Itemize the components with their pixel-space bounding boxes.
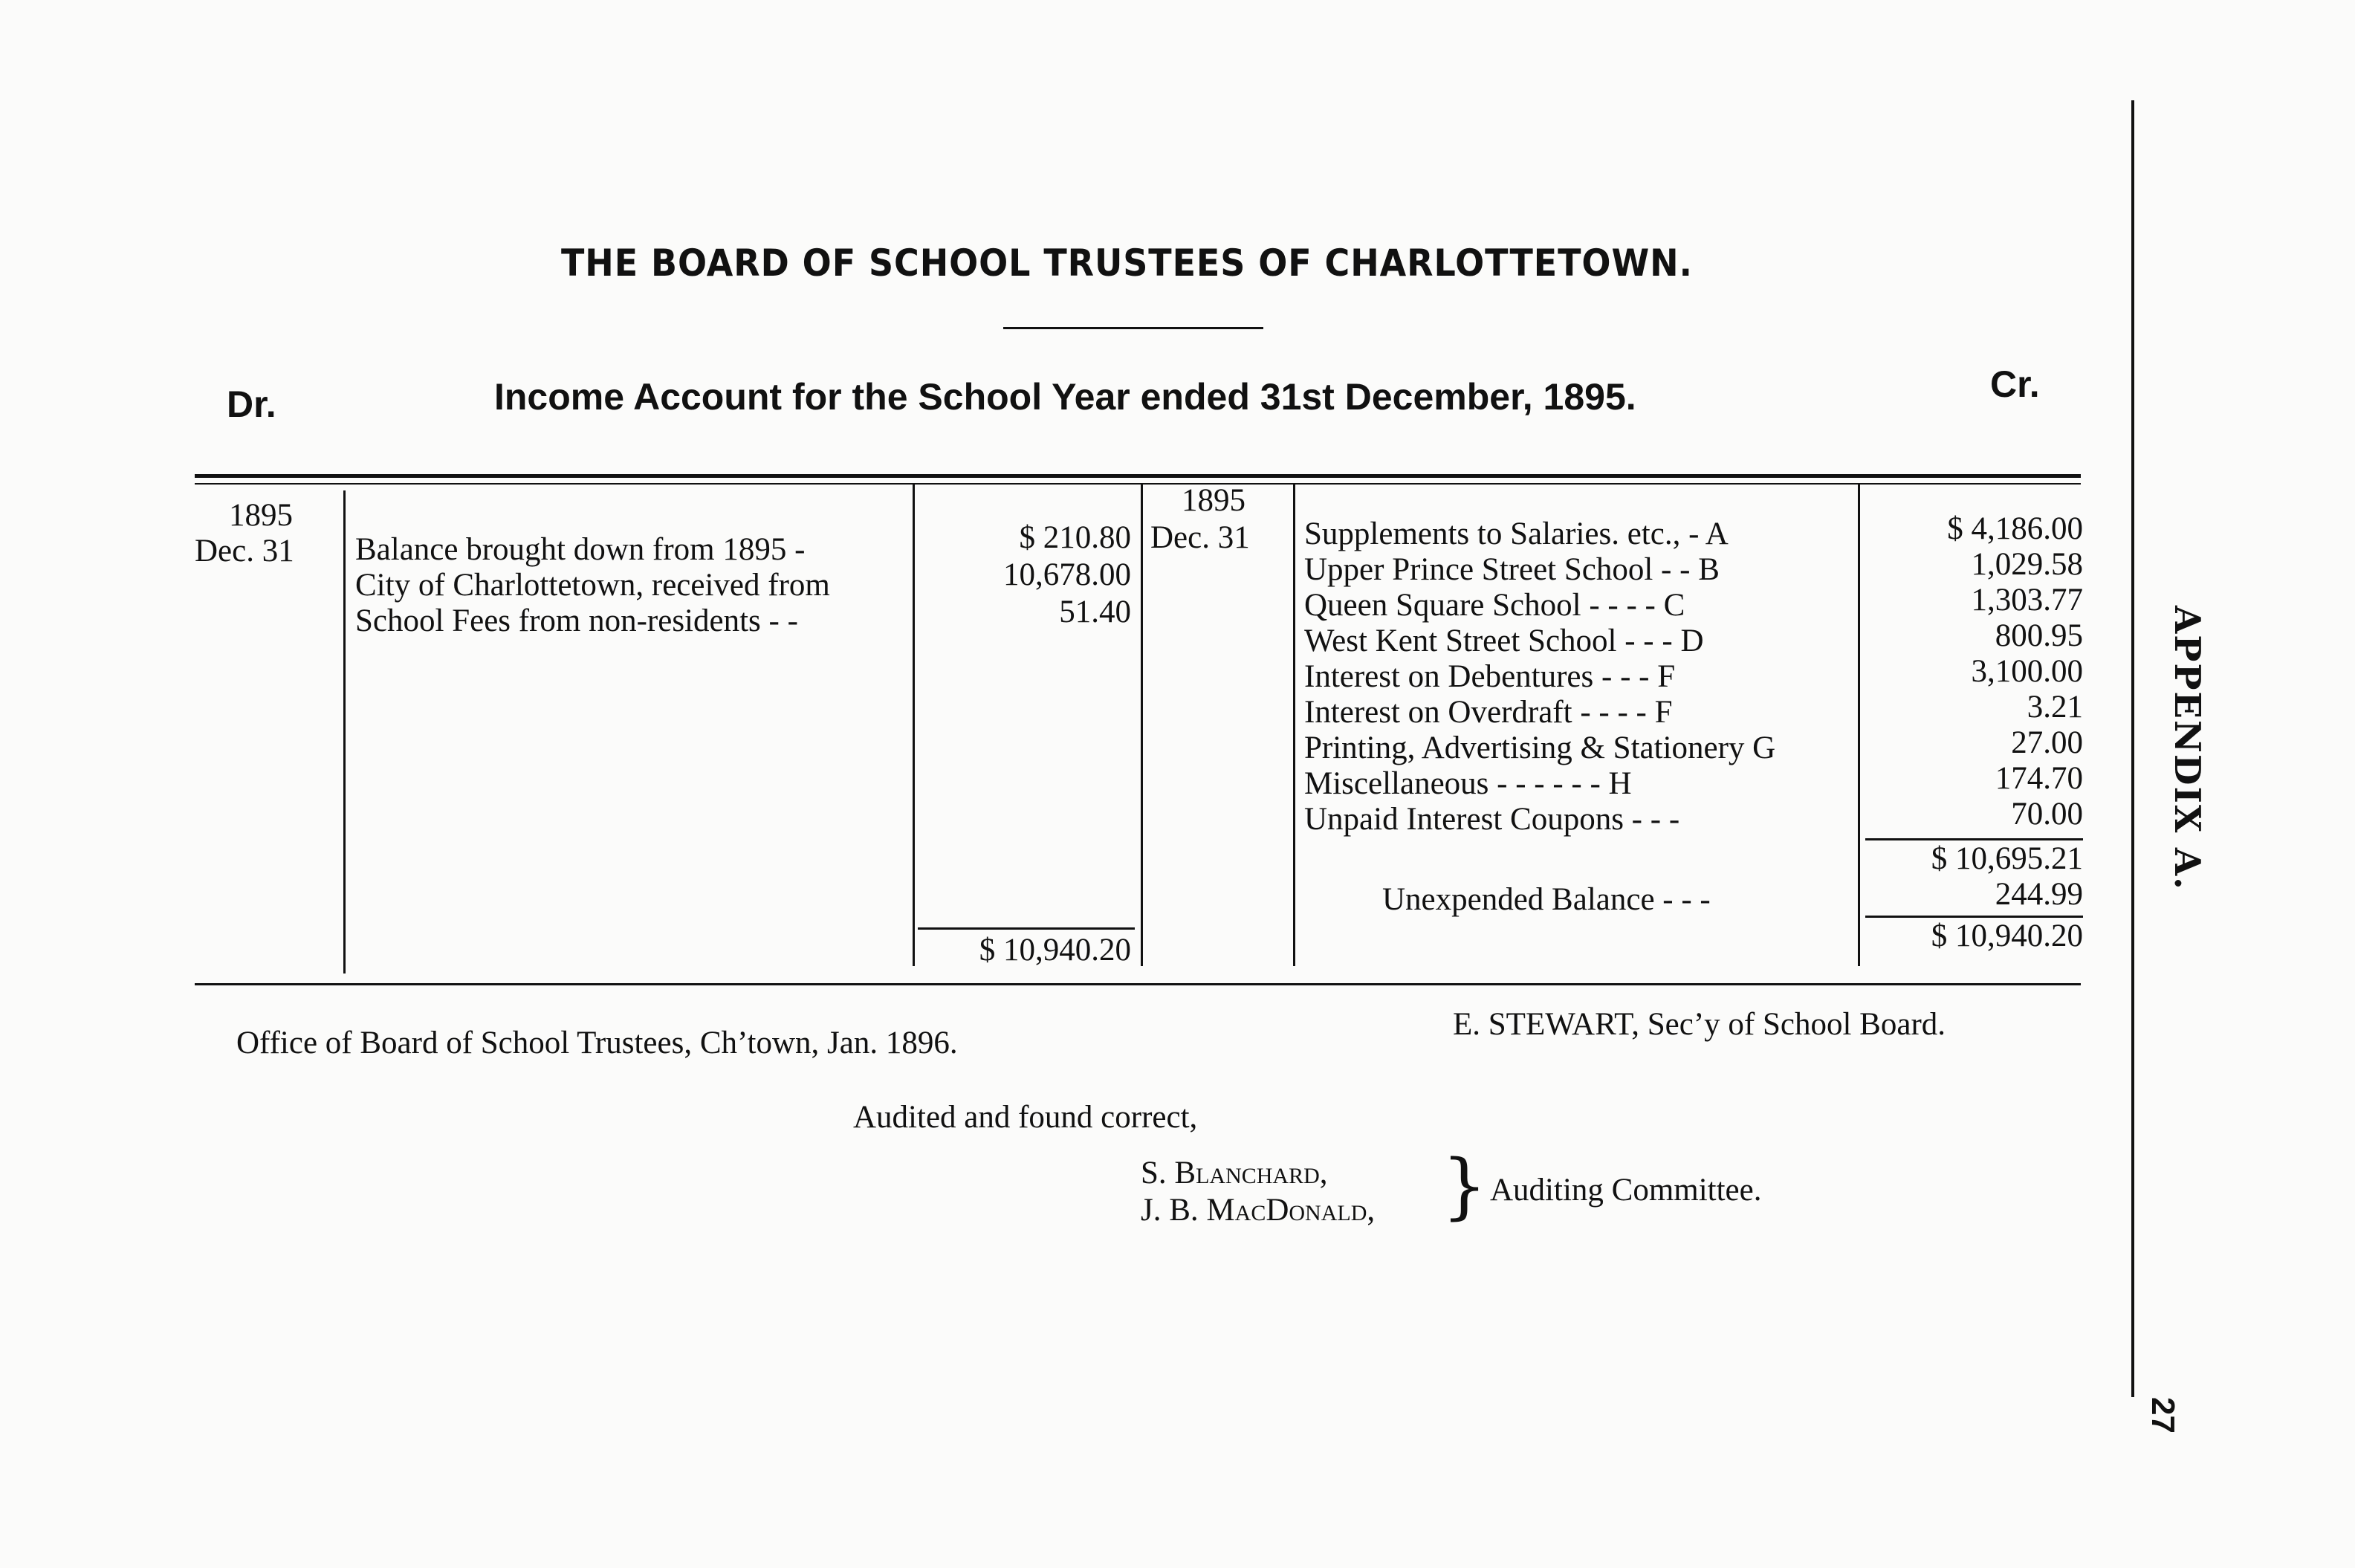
credit-item-4: West Kent Street School - - - D (1304, 623, 1704, 658)
credit-item-5: Interest on Debentures - - - F (1304, 659, 1676, 694)
credit-item-1: Supplements to Salaries. etc., - A (1304, 516, 1729, 551)
table-top-rule-1 (195, 474, 2081, 478)
credit-subtotal-rule (1865, 838, 2083, 840)
credit-amount-7: 27.00 (2011, 725, 2083, 760)
credit-total-rule (1865, 916, 2083, 918)
credit-total: $ 10,940.20 (1931, 919, 2083, 953)
debit-amount-2: 10,678.00 (1003, 557, 1131, 592)
cr-label: Cr. (1990, 363, 2040, 405)
auditing-committee: Auditing Committee. (1490, 1173, 1762, 1208)
credit-amount-2: 1,029.58 (1971, 547, 2083, 582)
col-sep-center (1141, 483, 1143, 966)
credit-item-3: Queen Square School - - - - C (1304, 588, 1685, 623)
credit-amount-6: 3.21 (2027, 690, 2083, 725)
margin-rule (2131, 100, 2134, 1397)
col-sep-debit-amount (913, 483, 915, 966)
debit-date: Dec. 31 (195, 534, 294, 568)
credit-date: Dec. 31 (1150, 520, 1250, 555)
debit-item-3: School Fees from non-residents - - (355, 603, 798, 638)
debit-item-1: Balance brought down from 1895 - (355, 532, 806, 567)
secretary-signature: E. STEWART, Sec’y of School Board. (1453, 1007, 1946, 1042)
debit-item-2: City of Charlottetown, received from (355, 568, 830, 603)
appendix-label: APPENDIX A. (2166, 606, 2208, 891)
auditor-1: S. Blanchard, (1141, 1156, 1328, 1190)
col-sep-credit-amount (1858, 483, 1860, 966)
debit-total: $ 10,940.20 (979, 933, 1131, 968)
office-line: Office of Board of School Trustees, Ch’town, Jan. 1896. (236, 1026, 958, 1060)
audited-line: Audited and found correct, (853, 1100, 1198, 1135)
col-sep-debit-date (343, 490, 346, 973)
dr-label: Dr. (227, 383, 276, 425)
credit-item-6: Interest on Overdraft - - - - F (1304, 695, 1673, 730)
page-number: 27 (2145, 1397, 2181, 1433)
credit-item-8: Miscellaneous - - - - - - H (1304, 766, 1632, 801)
credit-item-9: Unpaid Interest Coupons - - - (1304, 802, 1680, 837)
credit-amount-5: 3,100.00 (1971, 654, 2083, 689)
credit-amount-1: $ 4,186.00 (1947, 511, 2083, 546)
account-subtitle: Income Account for the School Year ended 31st December, 1895. (494, 376, 1636, 418)
title-rule (1003, 327, 1263, 329)
col-sep-credit-date (1293, 483, 1295, 966)
brace-icon: } (1442, 1144, 1488, 1228)
table-top-rule-2 (195, 483, 2081, 485)
credit-amount-9: 70.00 (2011, 797, 2083, 832)
unexpended-balance-amount: 244.99 (1995, 877, 2083, 912)
credit-item-2: Upper Prince Street School - - B (1304, 552, 1720, 587)
credit-subtotal: $ 10,695.21 (1931, 841, 2083, 876)
debit-year: 1895 (229, 498, 293, 533)
credit-item-7: Printing, Advertising & Stationery G (1304, 730, 1776, 765)
auditor-2: J. B. MacDonald, (1141, 1193, 1376, 1228)
unexpended-balance-label: Unexpended Balance - - - (1382, 882, 1711, 917)
page-title: THE BOARD OF SCHOOL TRUSTEES OF CHARLOTTETOWN. (561, 242, 1693, 285)
debit-total-rule (918, 927, 1135, 930)
credit-amount-8: 174.70 (1995, 761, 2083, 796)
credit-year: 1895 (1182, 483, 1245, 518)
credit-amount-3: 1,303.77 (1971, 583, 2083, 618)
debit-amount-3: 51.40 (1059, 595, 1131, 629)
debit-amount-1: $ 210.80 (1019, 520, 1131, 555)
table-bottom-rule (195, 983, 2081, 985)
credit-amount-4: 800.95 (1995, 618, 2083, 653)
